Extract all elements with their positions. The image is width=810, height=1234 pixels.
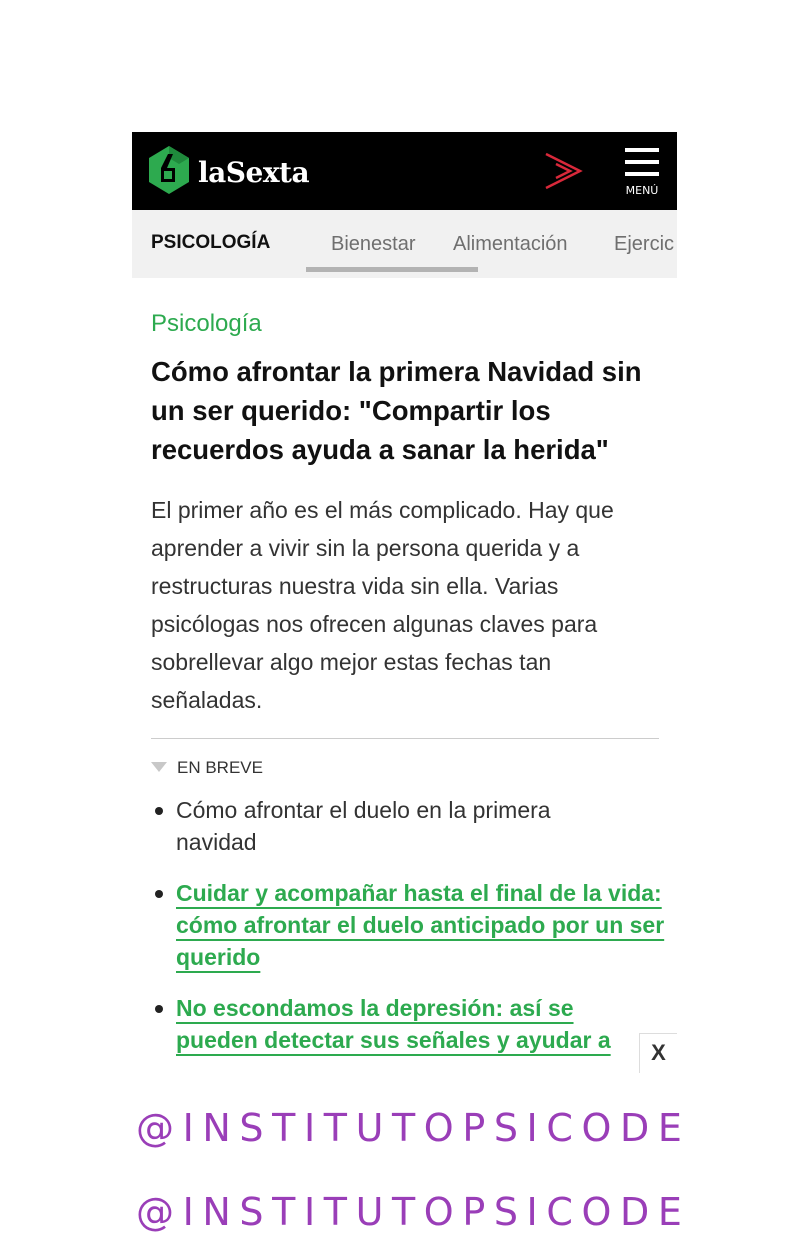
lasexta-logo-icon[interactable] [146,144,192,198]
article-title: Cómo afrontar la primera Navidad sin un ser querido: "Compartir los recuerdos ayuda a sanar la herida" [151,356,642,465]
divider [151,738,659,739]
watermark: @INSTITUTOPSICODE [136,1106,691,1150]
triangle-down-icon [151,762,167,772]
hamburger-icon [625,148,659,152]
section-title[interactable]: PSICOLOGÍA [151,232,271,253]
tab-scroll-indicator [306,267,478,272]
menu-button[interactable] [620,146,664,198]
article-lead: El primer año es el más complicado. Hay que aprender a vivir sin la persona querida y a restructuras nuestra vida sin ella. Varias psicólogas nos ofrecen algunas claves para sobrellevar algo mejor estas fechas tan señaladas. [151,497,614,713]
brief-item-text: Cómo afrontar el duelo en la primera navidad [176,797,551,855]
brand-name[interactable]: laSexta [198,156,310,189]
list-item [151,992,671,1056]
section-nav [132,210,677,278]
list-item [151,794,671,858]
list-item [151,877,671,973]
close-button[interactable]: X [639,1033,677,1073]
tab-ejercicio[interactable]: Ejercic [614,233,675,255]
article-category[interactable]: Psicología [151,310,262,337]
lasexta-play-icon[interactable] [540,150,586,192]
tab-bienestar[interactable]: Bienestar [331,233,416,255]
brief-list [151,794,671,1075]
bullet-icon [155,807,163,815]
bullet-icon [155,1005,163,1013]
bullet-icon [155,890,163,898]
related-article-link[interactable]: No escondamos la depresión: así se pueden detectar sus señales y ayudar a [176,995,611,1053]
brief-label: EN BREVE [177,758,263,777]
article-content [151,310,659,719]
top-bar [132,132,677,210]
menu-label: MENÚ [625,184,659,197]
related-article-link[interactable]: Cuidar y acompañar hasta el final de la vida: cómo afrontar el duelo anticipado por un ser querido [176,880,665,970]
watermark-repeat: @INSTITUTOPSICODE [136,1190,691,1234]
brief-toggle[interactable] [151,758,351,778]
phone-screen [132,132,677,1068]
tab-alimentacion[interactable]: Alimentación [453,233,568,255]
